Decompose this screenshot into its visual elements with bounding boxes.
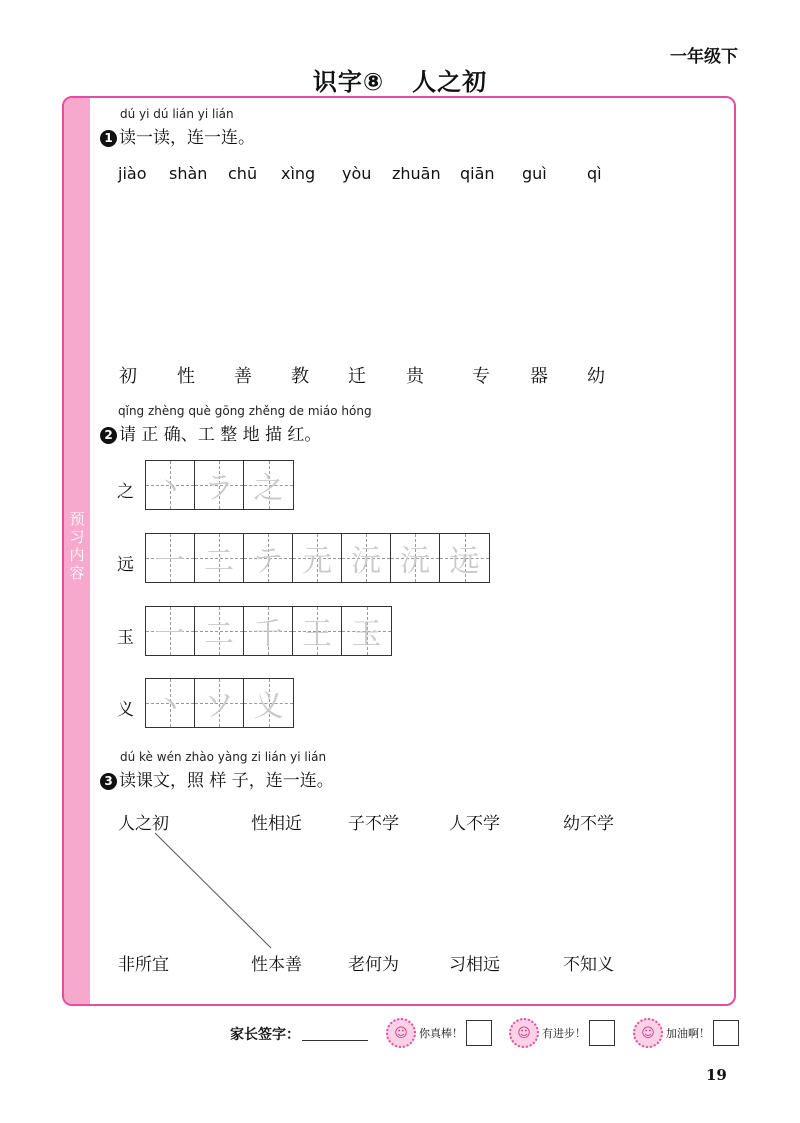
char-item[interactable]: 器 xyxy=(530,366,548,387)
char-item[interactable]: 善 xyxy=(234,366,252,387)
pinyin-item[interactable]: jiào xyxy=(118,164,147,183)
top-phrase[interactable]: 性相近 xyxy=(251,814,302,834)
praise-text: 加油啊！ xyxy=(666,1027,710,1040)
sidebar-label: 预习内容 xyxy=(69,510,85,582)
grade-label: 一年级下 xyxy=(670,47,738,67)
trace-cell[interactable]: 丶 xyxy=(146,461,195,509)
pinyin-item[interactable]: qì xyxy=(587,164,602,183)
trace-grid-yuan[interactable] xyxy=(145,533,490,583)
trace-row-label: 玉 xyxy=(117,628,134,648)
praise-checkbox[interactable] xyxy=(466,1020,492,1046)
trace-grid-yi[interactable] xyxy=(145,678,294,728)
bottom-phrase[interactable]: 老何为 xyxy=(348,955,399,975)
trace-row-label: 之 xyxy=(117,482,134,502)
trace-cell[interactable]: ソ xyxy=(195,679,244,727)
pinyin-item[interactable]: shàn xyxy=(169,164,208,183)
trace-cell[interactable]: 沅 xyxy=(391,534,440,582)
q2-number: 2 xyxy=(100,427,117,444)
praise-checkbox[interactable] xyxy=(589,1020,615,1046)
trace-cell[interactable]: 一 xyxy=(146,534,195,582)
trace-cell[interactable]: テ xyxy=(244,534,293,582)
char-item[interactable]: 教 xyxy=(291,366,309,387)
trace-cell[interactable]: 二 xyxy=(195,607,244,655)
top-phrase[interactable]: 人不学 xyxy=(449,814,500,834)
q2-text: 请 正 确、工 整 地 描 红。 xyxy=(119,425,322,445)
parent-sign-label: 家长签字： xyxy=(230,1027,300,1043)
trace-row-label: 义 xyxy=(117,700,134,720)
q3-number: 3 xyxy=(100,773,117,790)
trace-row-label: 远 xyxy=(117,555,134,575)
trace-cell[interactable]: 二 xyxy=(195,534,244,582)
praise-badge-great xyxy=(386,1018,492,1048)
bottom-phrase[interactable]: 习相远 xyxy=(449,955,500,975)
top-phrase[interactable]: 子不学 xyxy=(348,814,399,834)
pinyin-item[interactable]: chū xyxy=(228,164,258,183)
lesson-number: 识字⑧ xyxy=(312,68,385,96)
trace-cell[interactable]: 玉 xyxy=(342,607,391,655)
char-item[interactable]: 专 xyxy=(472,366,490,387)
q1-number: 1 xyxy=(100,130,117,147)
page-number: 19 xyxy=(706,1066,727,1084)
q1-text: 读一读，连一连。 xyxy=(119,128,255,148)
char-item[interactable]: 迁 xyxy=(348,366,366,387)
praise-text: 你真棒！ xyxy=(419,1027,463,1040)
top-phrase[interactable]: 人之初 xyxy=(118,814,169,834)
pinyin-item[interactable]: guì xyxy=(522,164,547,183)
trace-cell[interactable]: 沅 xyxy=(342,534,391,582)
praise-badge-progress xyxy=(509,1018,615,1048)
pinyin-item[interactable]: zhuān xyxy=(392,164,441,183)
bottom-phrase[interactable]: 非所宜 xyxy=(118,955,169,975)
sun-face-icon: ☺ xyxy=(633,1018,663,1048)
sun-face-icon: ☺ xyxy=(509,1018,539,1048)
trace-grid-yu[interactable] xyxy=(145,606,392,656)
char-item[interactable]: 初 xyxy=(119,366,137,387)
q1-pinyin: dú yi dú lián yi lián xyxy=(120,107,234,121)
signature-line[interactable] xyxy=(302,1040,368,1041)
connector-line xyxy=(155,833,271,948)
pinyin-item[interactable]: qiān xyxy=(460,164,495,183)
q3-text: 读课文，照 样 子，连一连。 xyxy=(119,771,334,791)
char-item[interactable]: 贵 xyxy=(406,366,424,387)
char-item[interactable]: 幼 xyxy=(587,366,605,387)
trace-grid-zhi[interactable] xyxy=(145,460,294,510)
q2-pinyin: qǐng zhèng què gōng zhěng de miáo hóng xyxy=(118,404,372,418)
trace-cell[interactable]: 一 xyxy=(146,607,195,655)
bottom-phrase[interactable]: 不知义 xyxy=(563,955,614,975)
praise-checkbox[interactable] xyxy=(713,1020,739,1046)
lesson-name: 人之初 xyxy=(412,68,488,96)
trace-cell[interactable]: ラ xyxy=(195,461,244,509)
trace-cell[interactable]: 之 xyxy=(244,461,293,509)
pinyin-item[interactable]: xìng xyxy=(281,164,316,183)
q3-pinyin: dú kè wén zhào yàng zi lián yi lián xyxy=(120,750,327,764)
char-item[interactable]: 性 xyxy=(177,366,195,387)
praise-badge-cheer xyxy=(633,1018,739,1048)
trace-cell[interactable]: 王 xyxy=(293,607,342,655)
pinyin-item[interactable]: yòu xyxy=(342,164,372,183)
trace-cell[interactable]: 元 xyxy=(293,534,342,582)
trace-cell[interactable]: 义 xyxy=(244,679,293,727)
trace-cell[interactable]: 千 xyxy=(244,607,293,655)
trace-cell[interactable]: 远 xyxy=(440,534,489,582)
praise-text: 有进步！ xyxy=(542,1027,586,1040)
top-phrase[interactable]: 幼不学 xyxy=(563,814,614,834)
bottom-phrase[interactable]: 性本善 xyxy=(251,955,302,975)
sun-face-icon: ☺ xyxy=(386,1018,416,1048)
trace-cell[interactable]: 丶 xyxy=(146,679,195,727)
